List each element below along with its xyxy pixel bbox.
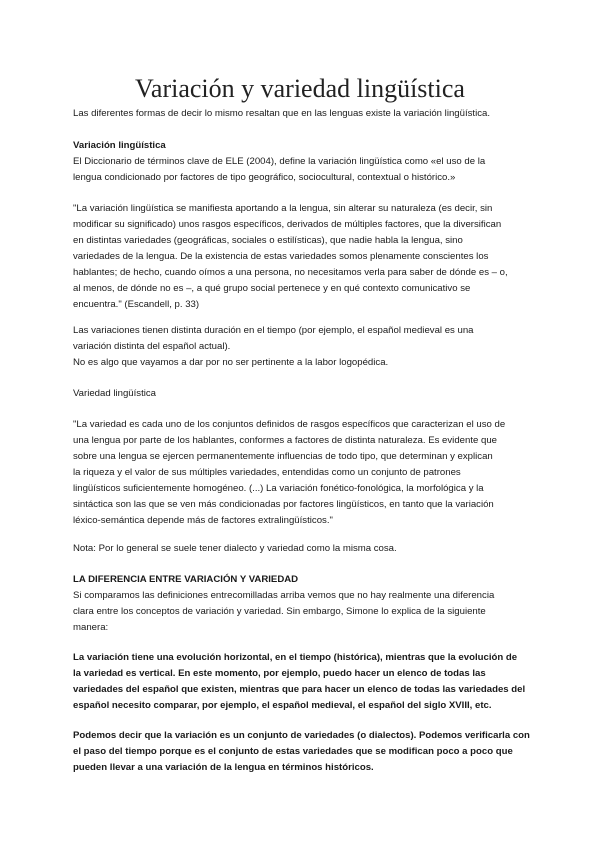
text-line: variación distinta del español actual). xyxy=(73,341,231,352)
quote-variedad xyxy=(73,417,535,529)
section-heading-variacion: Variación lingüística xyxy=(73,140,166,151)
text-line: Podemos decir que la variación es un conjunto de variedades (o dialectos). Podemos verificarla con xyxy=(73,730,530,741)
text-line: al menos, de dónde no es –, a qué grupo social pertenece y en qué contexto comunicativo se xyxy=(73,283,471,294)
duration-paragraph xyxy=(73,323,535,371)
note-paragraph: Nota: Por lo general se suele tener dialecto y variedad como la misma cosa. xyxy=(73,543,397,554)
text-line: la variedad es vertical. En este momento, por ejemplo, puedo hacer un elenco de todas las xyxy=(73,668,486,679)
text-line: pueden llevar a una variación de la lengua en términos históricos. xyxy=(73,762,374,773)
text-line: una lengua por parte de los hablantes, conformes a factores de distinta naturaleza. Es evidente que xyxy=(73,435,497,446)
text-line: la riqueza y el valor de sus múltiples variedades, entendidas como un conjunto de patrones xyxy=(73,467,461,478)
text-line: La variación tiene una evolución horizontal, en el tiempo (histórica), mientras que la evolución de xyxy=(73,652,518,663)
text-line: encuentra." (Escandell, p. 33) xyxy=(73,299,200,310)
text-line: variedades del español que existen, mientras que para hacer un elenco de todas las variedades del xyxy=(73,684,526,695)
text-line: lengua condicionado por factores de tipo geográfico, sociocultural, contextual o histórico.» xyxy=(73,172,456,183)
bold-paragraph-evolucion xyxy=(73,650,535,714)
text-line: Las variaciones tienen distinta duración en el tiempo (por ejemplo, el español medieval es una xyxy=(73,325,474,336)
section-heading-variedad: Variedad lingüística xyxy=(73,388,157,399)
intro-paragraph: Las diferentes formas de decir lo mismo resaltan que en las lenguas existe la variación lingüística. xyxy=(73,108,491,119)
text-line: "La variedad es cada uno de los conjuntos definidos de rasgos específicos que caracterizan el uso de xyxy=(73,419,506,430)
text-line: manera: xyxy=(73,622,109,633)
text-line: sintáctica son las que se ven más condicionadas por factores lingüísticos, en tanto que la variación xyxy=(73,499,494,510)
text-line: el paso del tiempo porque es el conjunto de estas variedades que se modifican poco a poco que xyxy=(73,746,513,757)
definition-paragraph xyxy=(73,154,535,186)
text-line: Si comparamos las definiciones entrecomilladas arriba vemos que no hay realmente una diferencia xyxy=(73,590,495,601)
text-line: variedades de la lengua. De la existencia de estas variedades somos plenamente conscientes los xyxy=(73,251,489,262)
text-line: léxico-semántica depende más de factores extralingüísticos." xyxy=(73,515,333,526)
text-line: No es algo que vayamos a dar por no ser pertinente a la labor logopédica. xyxy=(73,357,389,368)
text-line: sobre una lengua se ejercen permanentemente influencias de todo tipo, que determinan y explican xyxy=(73,451,493,462)
text-line: español necesito comparar, por ejemplo, el español medieval, el español del siglo XVIII, etc. xyxy=(73,700,492,711)
text-line: en distintas variedades (geográficas, sociales o estilísticas), que nadie habla la lengua, sino xyxy=(73,235,463,246)
bold-paragraph-conjunto xyxy=(73,728,535,776)
section-heading-diferencia: LA DIFERENCIA ENTRE VARIACIÓN Y VARIEDAD xyxy=(73,574,299,585)
text-line: lingüísticos suficientemente homogéneo. (...) La variación fonético-fonológica, la morfológica y la xyxy=(73,483,484,494)
text-line: El Diccionario de términos clave de ELE (2004), define la variación lingüística como «el uso de la xyxy=(73,156,486,167)
text-line: hablantes; de hecho, cuando oímos a una persona, no necesitamos verla para saber de dónde es – o, xyxy=(73,267,508,278)
text-line: modificar su significado) unos rasgos específicos, derivados de múltiples factores, que la diversifican xyxy=(73,219,502,230)
text-line: clara entre los conceptos de variación y variedad. Sin embargo, Simone lo explica de la siguiente xyxy=(73,606,486,617)
page-title: Variación y variedad lingüística xyxy=(135,74,465,103)
quote-escandell xyxy=(73,201,535,313)
text-line: "La variación lingüística se manifiesta aportando a la lengua, sin alterar su naturaleza (es decir, sin xyxy=(73,203,493,214)
comparison-paragraph xyxy=(73,588,535,636)
